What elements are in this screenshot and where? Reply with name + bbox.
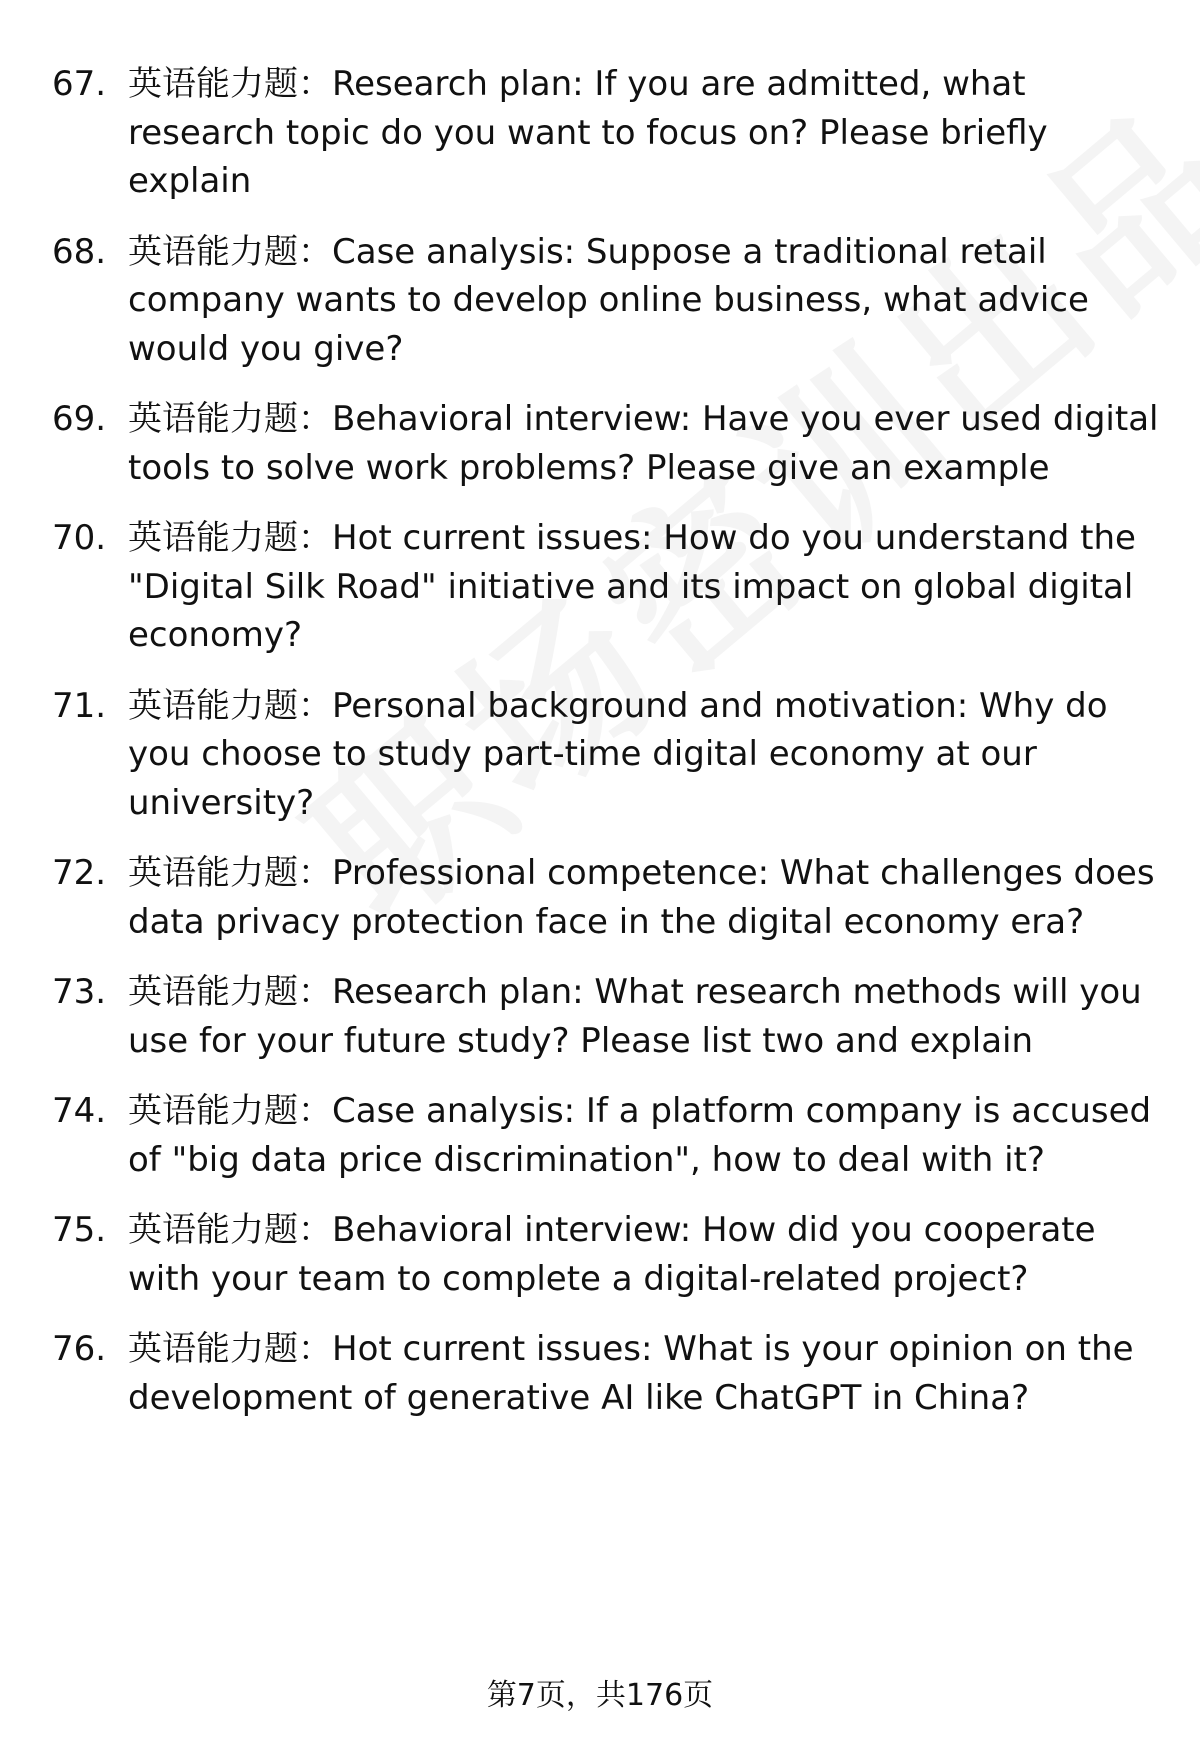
question-item — [52, 682, 1162, 828]
question-item — [52, 1206, 1162, 1303]
question-list — [52, 60, 1162, 1422]
page-footer — [0, 1676, 1200, 1716]
question-number: 71. — [52, 685, 107, 726]
question-item — [52, 849, 1162, 946]
question-text: 英语能力题：Behavioral interview: How did you cooperate with your team to complete a digital-related project? — [128, 1210, 1096, 1299]
question-text: 英语能力题：Research plan: What research methods will you use for your future study? Please list two and explain — [128, 972, 1142, 1061]
question-number: 72. — [52, 853, 107, 893]
question-item — [52, 395, 1162, 492]
page-number-label: 第7页，共176页 — [486, 1678, 714, 1713]
question-text: 英语能力题：Hot current issues: What is your opinion on the development of generative AI like ChatGPT in China? — [128, 1329, 1134, 1418]
question-text: 英语能力题：Behavioral interview: Have you ever used digital tools to solve work problems? Please give an example — [128, 399, 1159, 488]
question-item — [52, 228, 1162, 374]
question-text: 英语能力题：Personal background and motivation: Why do you choose to study part-time digital economy at our university? — [128, 685, 1108, 823]
question-item — [52, 514, 1162, 660]
question-text: 英语能力题：Hot current issues: How do you understand the "Digital Silk Road" initiative and its impact on global digital economy? — [128, 518, 1136, 655]
question-number: 68. — [52, 231, 107, 272]
question-number: 67. — [52, 64, 107, 104]
question-number: 70. — [52, 518, 107, 558]
question-item — [52, 1087, 1162, 1184]
question-number: 75. — [52, 1210, 107, 1250]
question-number: 73. — [52, 972, 107, 1012]
question-item — [52, 968, 1162, 1065]
question-number: 76. — [52, 1329, 107, 1369]
question-number: 69. — [52, 399, 107, 439]
question-number: 74. — [52, 1091, 107, 1131]
question-text: 英语能力题：Case analysis: Suppose a traditional retail company wants to develop online business, what advice would you give? — [128, 231, 1089, 369]
question-text: 英语能力题：Research plan: If you are admitted, what research topic do you want to focus on? Please briefly explain — [128, 64, 1048, 201]
question-item — [52, 1325, 1162, 1422]
question-text: 英语能力题：Professional competence: What challenges does data privacy protection face in the digital economy era? — [128, 853, 1155, 942]
question-item — [52, 60, 1162, 206]
question-text: 英语能力题：Case analysis: If a platform company is accused of "big data price discrimination", how to deal with it? — [128, 1091, 1152, 1180]
